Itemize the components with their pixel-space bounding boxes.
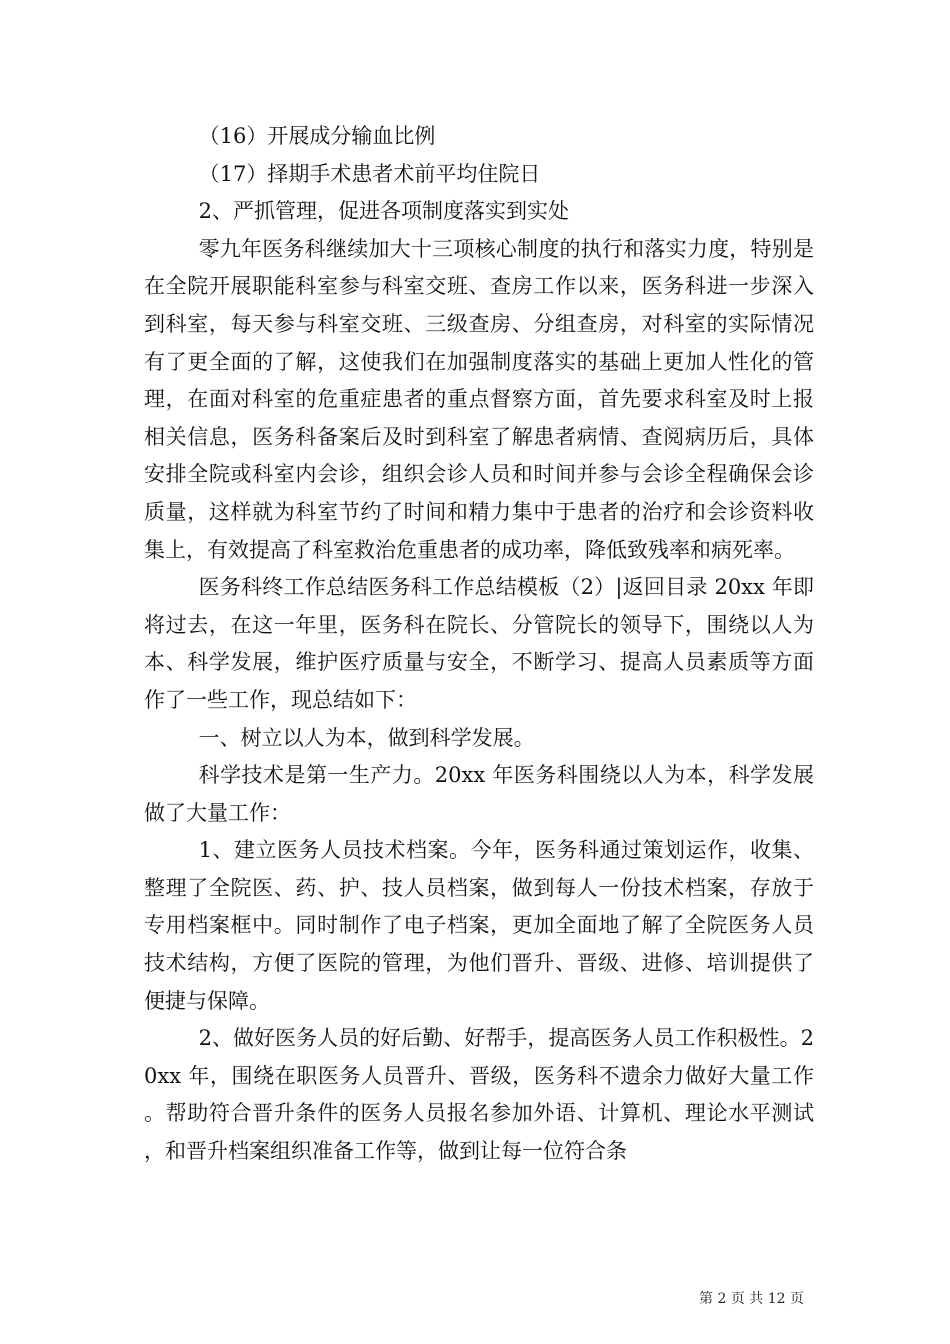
section-heading-people-first: 一、树立以人为本，做到科学发展。 <box>198 725 535 750</box>
paragraph-support-staff: 2、做好医务人员的好后勤、好帮手，提高医务人员工作积极性。20xx 年，围绕在职医务人员晋升、晋级，医务科不遗余力做好大量工作。帮助符合晋升条件的医务人员报名参加外语、计算机、理论水平测试，和晋升档案组织准备工作等，做到让每一位符合条 <box>144 1026 814 1164</box>
paragraph-item-17: （17）择期手术患者术前平均住院日 <box>198 161 541 186</box>
paragraph-tech-archive: 1、建立医务人员技术档案。今年，医务科通过策划运作，收集、整理了全院医、药、护、技人员档案，做到每人一份技术档案，存放于专用档案框中。同时制作了电子档案，更加全面地了解了全院医务人员技术结构，方便了医院的管理，为他们晋升、晋级、进修、培训提供了便捷与保障。 <box>144 838 814 1013</box>
section-heading-management: 2、严抓管理，促进各项制度落实到实处 <box>198 199 569 224</box>
document-body <box>144 118 814 1171</box>
paragraph-core-system: 零九年医务科继续加大十三项核心制度的执行和落实力度，特别是在全院开展职能科室参与科室交班、查房工作以来，医务科进一步深入到科室，每天参与科室交班、三级查房、分组查房，对科室的实际情况有了更全面的了解，这使我们在加强制度落实的基础上更加人性化的管理，在面对科室的危重症患者的重点督察方面，首先要求科室及时上报相关信息，医务科备案后及时到科室了解患者病情、查阅病历后，具体安排全院或科室内会诊，组织会诊人员和时间并参与会诊全程确保会诊质量，这样就为科室节约了时间和精力集中于患者的治疗和会诊资料收集上，有效提高了科室救治危重患者的成功率，降低致残率和病死率。 <box>144 236 814 562</box>
paragraph-science-tech: 科学技术是第一生产力。20xx 年医务科围绕以人为本，科学发展做了大量工作： <box>144 763 814 825</box>
page-number-footer: 第 2 页 共 12 页 <box>699 1291 804 1307</box>
paragraph-item-16: （16）开展成分输血比例 <box>198 124 436 148</box>
paragraph-summary-intro: 医务科终工作总结医务科工作总结模板（2）|返回目录 20xx 年即将过去，在这一年里，医务科在院长、分管院长的领导下，围绕以人为本、科学发展，维护医疗质量与安全，不断学习、提高人员素质等方面作了一些工作，现总结如下： <box>144 575 814 712</box>
